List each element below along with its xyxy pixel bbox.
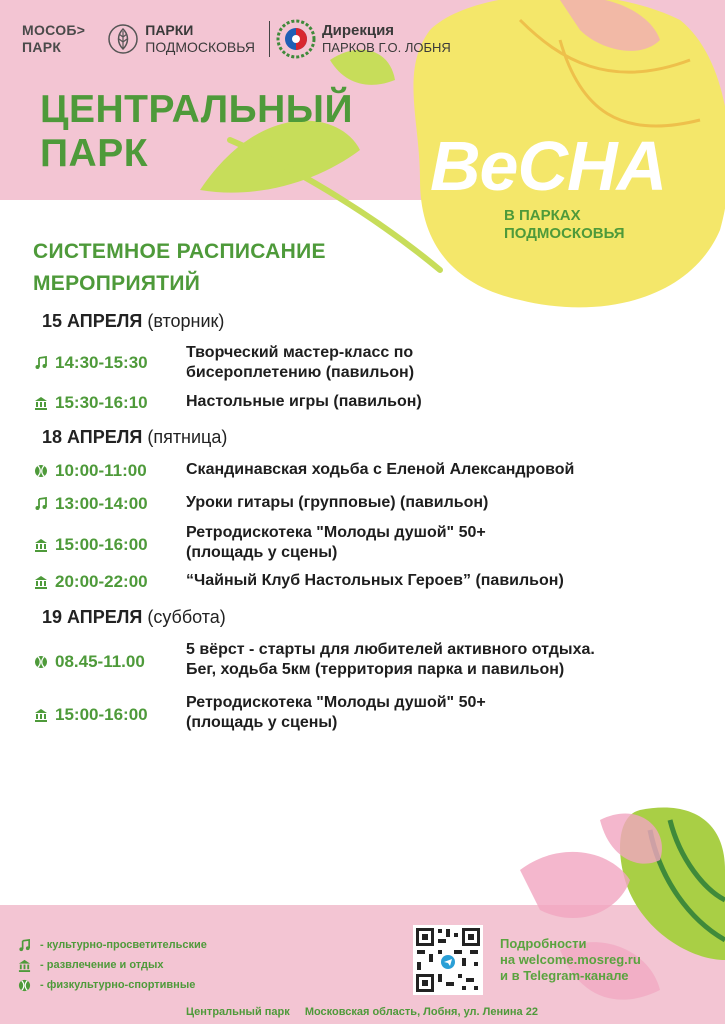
vesna-sub-line2: ПОДМОСКОВЬЯ bbox=[504, 225, 625, 242]
ball-icon bbox=[33, 463, 49, 479]
event-time: 15:30-16:10 bbox=[55, 393, 148, 412]
event-title-line1: “Чайный Клуб Настольных Героев” (павильон) bbox=[186, 572, 564, 589]
parki-line1: ПАРКИ bbox=[145, 22, 194, 38]
dir-line2: ПАРКОВ Г.О. ЛОБНЯ bbox=[321, 40, 451, 55]
event-time: 10:00-11:00 bbox=[55, 461, 147, 480]
more-info-line3: и в Telegram-канале bbox=[500, 968, 629, 983]
pink-flower-bottom bbox=[520, 852, 630, 918]
event-title-line1: Скандинавская ходьба с Еленой Александровой bbox=[186, 461, 575, 478]
event-title-line2: Бег, ходьба 5км (территория парка и павильон) bbox=[186, 661, 565, 678]
parki-podmoskovya-logo bbox=[107, 22, 255, 56]
mosob-park-logo bbox=[22, 22, 85, 56]
event-title-line1: Настольные игры (павильон) bbox=[186, 393, 422, 410]
schedule-title bbox=[33, 236, 326, 300]
event-title-line1: Уроки гитары (групповые) (павильон) bbox=[186, 494, 489, 511]
more-info bbox=[500, 936, 641, 984]
event-title-line1: Творческий мастер-класс по bbox=[186, 344, 414, 361]
park-title-line1: ЦЕНТРАЛЬНЫЙ bbox=[40, 88, 353, 131]
more-info-line1: Подробности bbox=[500, 936, 587, 951]
museum-icon bbox=[33, 537, 49, 553]
legend-text: - физкультурно-спортивные bbox=[40, 979, 196, 991]
day-header bbox=[42, 426, 227, 448]
footer-address: Московская область, Лобня, ул. Ленина 22 bbox=[304, 1006, 538, 1018]
ball-icon bbox=[16, 977, 32, 993]
event-title bbox=[186, 693, 696, 733]
day-weekday: (пятница) bbox=[147, 427, 228, 447]
event-title-line1: Ретродискотека "Молоды душой" 50+ bbox=[186, 694, 486, 711]
park-title bbox=[40, 88, 440, 176]
event-title-line2: (площадь у сцены) bbox=[186, 544, 338, 561]
event-title-line2: (площадь у сцены) bbox=[186, 714, 338, 731]
schedule-title-line2: МЕРОПРИЯТИЙ bbox=[33, 272, 201, 295]
day-date: 18 АПРЕЛЯ bbox=[42, 427, 143, 447]
logo-bar bbox=[22, 16, 451, 62]
vesna-wordmark: ВеСНА bbox=[430, 127, 667, 205]
event-title bbox=[186, 571, 696, 591]
dir-line1: Дирекция bbox=[321, 22, 395, 39]
event-title bbox=[186, 460, 696, 480]
more-info-line2[interactable]: на welcome.mosreg.ru bbox=[500, 952, 641, 967]
vesna-subtitle bbox=[504, 207, 625, 243]
event-title bbox=[186, 640, 696, 680]
park-title-line2: ПАРК bbox=[40, 132, 149, 175]
mosob-line2: ПАРК bbox=[22, 39, 62, 55]
music-note-icon bbox=[33, 355, 49, 371]
event-time: 08.45-11.00 bbox=[55, 652, 145, 671]
mosob-line1: МОСОБ> bbox=[22, 22, 86, 38]
footer-place: Центральный парк bbox=[186, 1006, 290, 1018]
museum-icon bbox=[33, 574, 49, 590]
legend-item bbox=[16, 955, 207, 975]
event-title bbox=[186, 523, 696, 563]
event-time: 13:00-14:00 bbox=[55, 494, 148, 513]
footer bbox=[186, 1006, 550, 1018]
museum-icon bbox=[33, 707, 49, 723]
leaf-icon bbox=[107, 23, 139, 55]
icon-legend bbox=[16, 935, 207, 995]
event-title-line1: Ретродискотека "Молоды душой" 50+ bbox=[186, 524, 486, 541]
legend-item bbox=[16, 935, 207, 955]
emblem-icon bbox=[276, 19, 316, 59]
music-note-icon bbox=[16, 937, 32, 953]
event-time: 15:00-16:00 bbox=[55, 535, 148, 554]
day-date: 19 АПРЕЛЯ bbox=[42, 607, 143, 627]
event-time: 20:00-22:00 bbox=[55, 572, 148, 591]
vesna-sub-line1: В ПАРКАХ bbox=[504, 207, 581, 224]
event-title-line2: бисероплетению (павильон) bbox=[186, 364, 415, 381]
logo-divider bbox=[269, 21, 270, 57]
music-note-icon bbox=[33, 496, 49, 512]
day-header bbox=[42, 606, 226, 628]
direktsiya-logo bbox=[276, 19, 451, 59]
legend-text: - развлечение и отдых bbox=[40, 959, 164, 971]
event-title bbox=[186, 493, 696, 513]
day-date: 15 АПРЕЛЯ bbox=[42, 311, 143, 331]
event-title bbox=[186, 392, 696, 412]
schedule-title-line1: СИСТЕМНОЕ РАСПИСАНИЕ bbox=[33, 240, 326, 263]
day-weekday: (вторник) bbox=[147, 311, 225, 331]
event-title-line1: 5 вёрст - старты для любителей активного отдыха. bbox=[186, 641, 595, 658]
museum-icon bbox=[33, 395, 49, 411]
event-title bbox=[186, 343, 696, 383]
day-weekday: (суббота) bbox=[147, 607, 226, 627]
event-time: 14:30-15:30 bbox=[55, 353, 148, 372]
legend-text: - культурно-просветительские bbox=[40, 939, 207, 951]
day-header bbox=[42, 310, 224, 332]
event-time: 15:00-16:00 bbox=[55, 705, 148, 724]
parki-line2: ПОДМОСКОВЬЯ bbox=[145, 39, 255, 55]
qr-code-icon[interactable] bbox=[413, 925, 483, 995]
museum-icon bbox=[16, 957, 32, 973]
ball-icon bbox=[33, 654, 49, 670]
legend-item bbox=[16, 975, 207, 995]
